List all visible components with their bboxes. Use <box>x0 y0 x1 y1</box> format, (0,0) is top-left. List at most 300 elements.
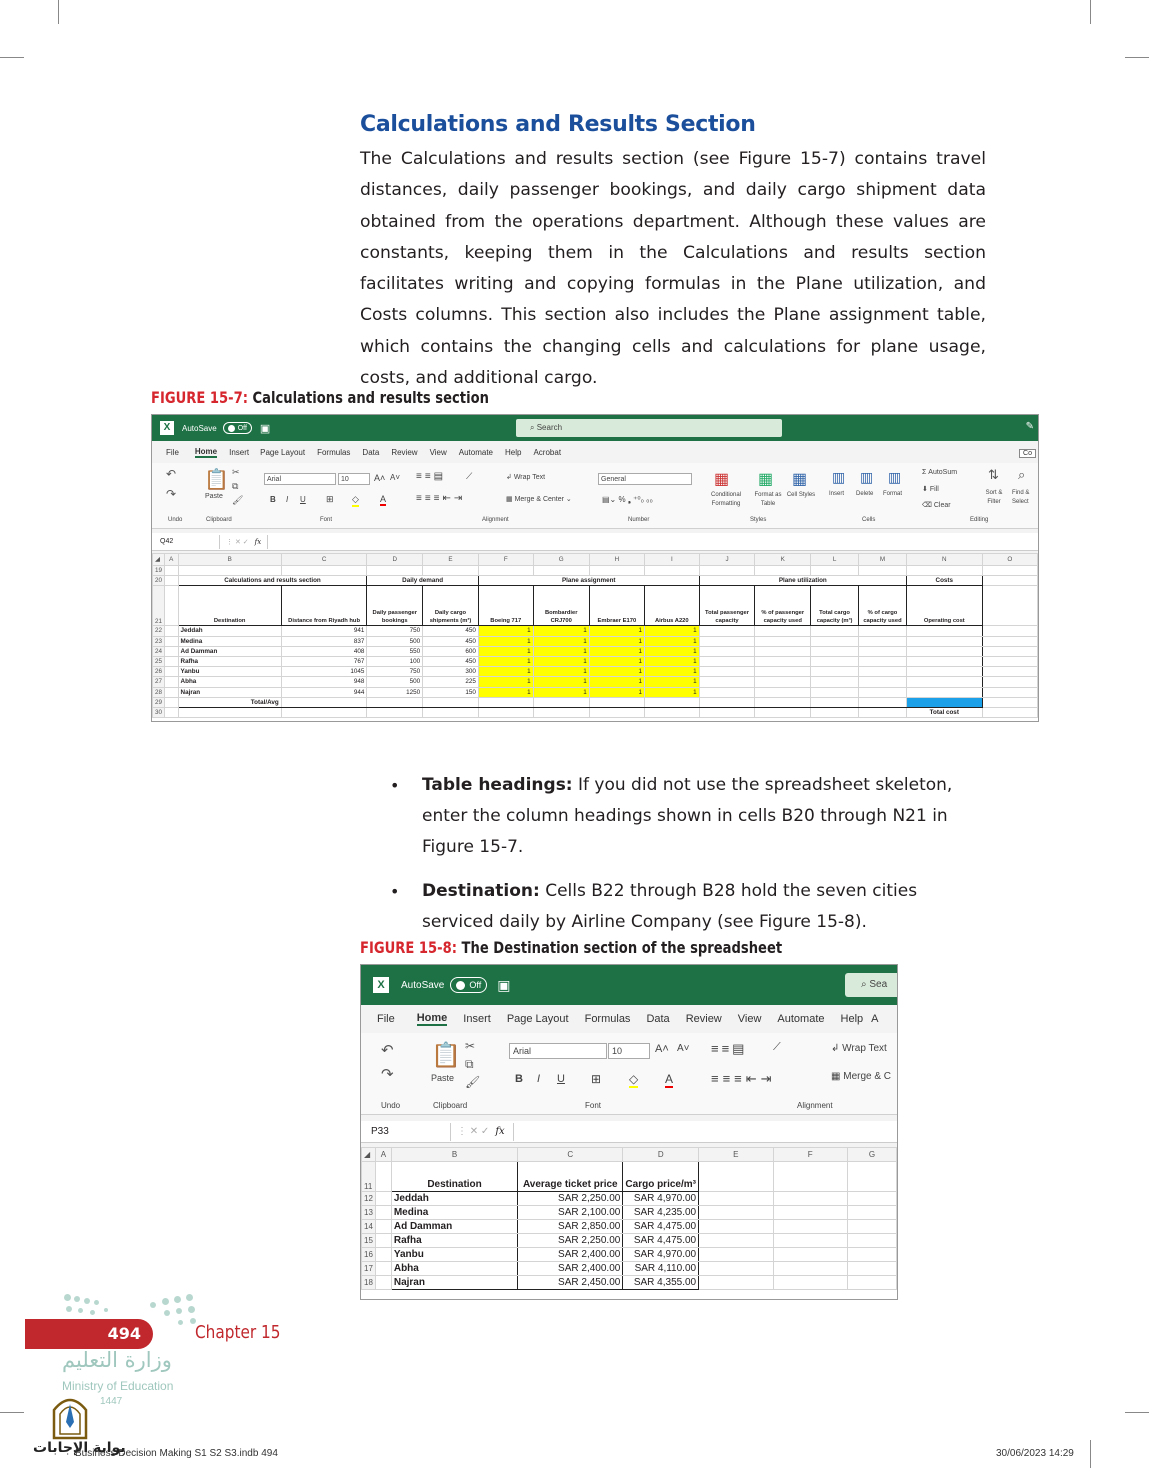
cancel-confirm-icons[interactable]: ⋮ ✕ ✓ <box>226 538 249 546</box>
total-cost-label[interactable]: Total cost <box>906 707 982 717</box>
format-label[interactable]: Format <box>883 491 903 497</box>
assignment-cell[interactable]: 1 <box>589 677 644 687</box>
cargo-cell[interactable]: 225 <box>423 677 479 687</box>
cell[interactable] <box>699 1162 773 1192</box>
column-title[interactable]: Embraer E170 <box>589 586 644 626</box>
total-cell[interactable] <box>589 697 644 707</box>
utilization-cell[interactable] <box>811 646 859 656</box>
cell[interactable] <box>165 656 179 666</box>
column-letter[interactable]: G <box>847 1148 896 1162</box>
cell[interactable] <box>375 1220 391 1234</box>
assignment-cell[interactable]: 1 <box>533 687 589 697</box>
cell[interactable] <box>699 1192 773 1206</box>
cell[interactable] <box>982 626 1037 636</box>
row-number[interactable]: 12 <box>362 1192 376 1206</box>
column-letter[interactable]: I <box>644 554 699 566</box>
total-cell[interactable] <box>699 697 755 707</box>
cell[interactable] <box>375 1192 391 1206</box>
total-cell[interactable] <box>755 697 811 707</box>
row-number[interactable]: 18 <box>362 1276 376 1290</box>
cargo-price-cell[interactable]: SAR 4,475.00 <box>623 1234 699 1248</box>
tab-view[interactable]: View <box>429 447 447 457</box>
column-letter[interactable]: D <box>367 554 423 566</box>
column-title[interactable]: Bombardier CRJ700 <box>533 586 589 626</box>
utilization-cell[interactable] <box>811 687 859 697</box>
font-name-select[interactable]: Arial <box>509 1043 607 1059</box>
cell[interactable] <box>773 1192 847 1206</box>
autosum-button[interactable] <box>922 469 957 476</box>
cell[interactable] <box>847 1234 896 1248</box>
ticket-price-cell[interactable]: SAR 2,400.00 <box>518 1248 623 1262</box>
row-number[interactable]: 16 <box>362 1248 376 1262</box>
cell[interactable] <box>533 566 589 576</box>
ticket-price-cell[interactable]: SAR 2,450.00 <box>518 1276 623 1290</box>
distance-cell[interactable]: 408 <box>281 646 367 656</box>
row-number[interactable]: 15 <box>362 1234 376 1248</box>
format-as-table-icon[interactable]: ▦ <box>758 471 774 488</box>
tab-review[interactable]: Review <box>685 1013 722 1025</box>
column-title[interactable]: Airbus A220 <box>644 586 699 626</box>
column-title[interactable]: Destination <box>391 1162 517 1192</box>
cell[interactable] <box>859 566 907 576</box>
cancel-confirm-icons[interactable]: ⋮ ✕ ✓ <box>457 1126 490 1137</box>
cell[interactable] <box>773 1220 847 1234</box>
assignment-cell[interactable]: 1 <box>589 656 644 666</box>
destination-cell[interactable]: Ad Damman <box>391 1220 517 1234</box>
tab-formulas[interactable]: Formulas <box>584 1013 631 1025</box>
destination-cell[interactable]: Medina <box>178 636 281 646</box>
cell[interactable] <box>165 646 179 656</box>
tab-acrobat[interactable]: Acrobat <box>533 447 562 457</box>
paste-icon[interactable]: 📋 <box>431 1042 461 1069</box>
tab-insert[interactable]: Insert <box>463 1013 491 1025</box>
assignment-cell[interactable]: 1 <box>589 626 644 636</box>
cell[interactable] <box>982 677 1037 687</box>
tab-help[interactable]: Help <box>840 1013 864 1025</box>
cell[interactable] <box>281 566 367 576</box>
utilization-cell[interactable] <box>699 646 755 656</box>
column-title[interactable]: Daily passenger bookings <box>367 586 423 626</box>
tab-insert[interactable]: Insert <box>229 447 250 457</box>
undo-icon[interactable]: ↶ <box>381 1042 394 1059</box>
font-size-select[interactable]: 10 <box>338 473 370 485</box>
assignment-cell[interactable]: 1 <box>589 667 644 677</box>
select-all-corner[interactable]: ◢ <box>362 1148 376 1162</box>
total-cell[interactable] <box>281 697 367 707</box>
cell[interactable] <box>178 566 281 576</box>
tab-home[interactable]: Home <box>194 446 218 456</box>
cut-icon[interactable]: ✂ <box>465 1039 476 1053</box>
comments-button[interactable]: Co <box>1019 449 1036 458</box>
passenger-cell[interactable]: 750 <box>367 667 423 677</box>
utilization-cell[interactable] <box>906 626 982 636</box>
assignment-cell[interactable]: 1 <box>589 646 644 656</box>
cell[interactable] <box>847 1162 896 1192</box>
assignment-cell[interactable]: 1 <box>644 677 699 687</box>
passenger-cell[interactable]: 100 <box>367 656 423 666</box>
cargo-price-cell[interactable]: SAR 4,970.00 <box>623 1192 699 1206</box>
format-cells-icon[interactable]: ▥ <box>888 469 902 485</box>
cell[interactable] <box>165 586 179 626</box>
decrease-font-icon[interactable]: A˅ <box>390 473 401 482</box>
cell[interactable] <box>165 707 179 717</box>
cell[interactable] <box>165 697 179 707</box>
utilization-cell[interactable] <box>859 656 907 666</box>
cargo-price-cell[interactable]: SAR 4,235.00 <box>623 1206 699 1220</box>
paste-label[interactable]: Paste <box>205 493 223 500</box>
save-icon[interactable]: ▣ <box>259 422 271 435</box>
assignment-cell[interactable]: 1 <box>478 636 533 646</box>
utilization-cell[interactable] <box>699 667 755 677</box>
assignment-cell[interactable]: 1 <box>478 687 533 697</box>
cell[interactable] <box>982 586 1037 626</box>
daily-demand-header[interactable]: Daily demand <box>367 576 478 586</box>
tab-home[interactable]: Home <box>416 1012 448 1024</box>
row-number[interactable]: 21 <box>153 586 165 626</box>
column-letter[interactable]: C <box>518 1148 623 1162</box>
cell[interactable] <box>982 646 1037 656</box>
fill-button[interactable] <box>922 485 939 493</box>
cargo-price-cell[interactable]: SAR 4,355.00 <box>623 1276 699 1290</box>
tab-page-layout[interactable]: Page Layout <box>506 1013 569 1025</box>
utilization-cell[interactable] <box>755 667 811 677</box>
column-letter[interactable]: E <box>699 1148 773 1162</box>
assignment-cell[interactable]: 1 <box>589 636 644 646</box>
formula-input[interactable] <box>513 1123 897 1141</box>
cell[interactable] <box>165 667 179 677</box>
orientation-icon[interactable]: ⟋ <box>773 1041 781 1053</box>
column-title[interactable]: Cargo price/m³ <box>623 1162 699 1192</box>
cell[interactable] <box>755 707 811 717</box>
column-title[interactable]: Operating cost <box>906 586 982 626</box>
save-icon[interactable]: ▣ <box>497 976 511 993</box>
row-number[interactable]: 19 <box>153 566 165 576</box>
column-title[interactable]: Average ticket price <box>518 1162 623 1192</box>
destination-cell[interactable]: Ad Damman <box>178 646 281 656</box>
cell[interactable] <box>644 566 699 576</box>
delete-label[interactable]: Delete <box>856 491 874 497</box>
cell[interactable] <box>699 566 755 576</box>
plane-assignment-header[interactable]: Plane assignment <box>478 576 699 586</box>
align-top-icons[interactable]: ≡≡▤ <box>416 471 447 482</box>
insert-cells-icon[interactable]: ▥ <box>832 469 846 485</box>
sort-filter-label[interactable]: Sort & Filter <box>985 490 1003 505</box>
assignment-cell[interactable]: 1 <box>644 656 699 666</box>
ticket-price-cell[interactable]: SAR 2,400.00 <box>518 1262 623 1276</box>
row-number[interactable]: 20 <box>153 576 165 586</box>
column-letter[interactable]: M <box>859 554 907 566</box>
cell[interactable] <box>906 566 982 576</box>
total-cell[interactable] <box>533 697 589 707</box>
distance-cell[interactable]: 767 <box>281 656 367 666</box>
utilization-cell[interactable] <box>859 646 907 656</box>
utilization-cell[interactable] <box>811 656 859 666</box>
passenger-cell[interactable]: 550 <box>367 646 423 656</box>
decrease-font-icon[interactable]: A˅ <box>677 1043 690 1054</box>
insert-label[interactable]: Insert <box>829 491 845 497</box>
destination-cell[interactable]: Rafha <box>391 1234 517 1248</box>
cargo-price-cell[interactable]: SAR 4,475.00 <box>623 1220 699 1234</box>
fx-icon[interactable]: fx <box>254 537 262 546</box>
row-number[interactable]: 14 <box>362 1220 376 1234</box>
destination-cell[interactable]: Najran <box>178 687 281 697</box>
tab-data[interactable]: Data <box>646 1013 670 1025</box>
total-cell[interactable] <box>423 697 479 707</box>
cell[interactable] <box>478 566 533 576</box>
cell[interactable] <box>375 1162 391 1192</box>
row-number[interactable]: 27 <box>153 677 165 687</box>
utilization-cell[interactable] <box>906 667 982 677</box>
cargo-cell[interactable]: 450 <box>423 626 479 636</box>
tab-automate[interactable]: Automate <box>777 1013 825 1025</box>
merge-center-button[interactable]: ▦ Merge & Center ⌄ <box>506 496 572 503</box>
assignment-cell[interactable]: 1 <box>644 667 699 677</box>
cell[interactable] <box>165 677 179 687</box>
assignment-cell[interactable]: 1 <box>478 646 533 656</box>
ticket-price-cell[interactable]: SAR 2,250.00 <box>518 1192 623 1206</box>
cell[interactable] <box>699 1220 773 1234</box>
align-horizontal-icons[interactable]: ≡≡≡⇤⇥ <box>416 493 466 504</box>
bold-icon[interactable]: B <box>515 1073 523 1085</box>
column-title[interactable]: % of cargo capacity used <box>859 586 907 626</box>
cargo-price-cell[interactable]: SAR 4,110.00 <box>623 1262 699 1276</box>
assignment-cell[interactable]: 1 <box>478 677 533 687</box>
assignment-cell[interactable]: 1 <box>478 656 533 666</box>
cell[interactable] <box>847 1248 896 1262</box>
row-number[interactable]: 24 <box>153 646 165 656</box>
utilization-cell[interactable] <box>699 677 755 687</box>
utilization-cell[interactable] <box>811 636 859 646</box>
tab-page-layout[interactable]: Page Layout <box>260 447 306 457</box>
destination-cell[interactable]: Jeddah <box>178 626 281 636</box>
pen-icon[interactable]: ✎ <box>1025 421 1034 432</box>
fill-color-icon[interactable]: ◇ <box>352 494 359 507</box>
cell[interactable] <box>281 707 367 717</box>
cell[interactable] <box>811 707 859 717</box>
ticket-price-cell[interactable]: SAR 2,100.00 <box>518 1206 623 1220</box>
utilization-cell[interactable] <box>859 687 907 697</box>
column-title[interactable]: Total cargo capacity (m³) <box>811 586 859 626</box>
utilization-cell[interactable] <box>755 687 811 697</box>
cargo-cell[interactable]: 600 <box>423 646 479 656</box>
cargo-cell[interactable]: 450 <box>423 636 479 646</box>
autosave-toggle[interactable] <box>450 977 487 993</box>
cell[interactable] <box>699 1262 773 1276</box>
fill-color-icon[interactable]: ◇ <box>629 1072 639 1086</box>
worksheet-grid[interactable] <box>152 553 1038 722</box>
cell[interactable] <box>982 687 1037 697</box>
font-name-select[interactable]: Arial <box>264 473 336 485</box>
underline-icon[interactable]: U <box>300 495 306 504</box>
destination-cell[interactable]: Jeddah <box>391 1192 517 1206</box>
column-letter[interactable]: L <box>811 554 859 566</box>
cell-styles-label[interactable]: Cell Styles <box>786 492 816 498</box>
cell[interactable] <box>375 1248 391 1262</box>
cell[interactable] <box>375 1234 391 1248</box>
passenger-cell[interactable]: 500 <box>367 636 423 646</box>
copy-icon[interactable]: ⧉ <box>232 481 239 491</box>
column-title[interactable]: Daily cargo shipments (m³) <box>423 586 479 626</box>
align-top-icons[interactable]: ≡≡▤ <box>711 1041 748 1056</box>
column-letter[interactable]: E <box>423 554 479 566</box>
cell[interactable] <box>773 1262 847 1276</box>
tab-file[interactable]: File <box>166 447 179 457</box>
search-box[interactable] <box>516 419 782 437</box>
tab-formulas[interactable]: Formulas <box>317 447 351 457</box>
increase-font-icon[interactable]: A˄ <box>655 1043 669 1055</box>
cell[interactable] <box>589 707 644 717</box>
font-color-icon[interactable]: A <box>665 1072 674 1086</box>
cut-icon[interactable]: ✂ <box>232 467 240 477</box>
cell[interactable] <box>533 707 589 717</box>
format-painter-icon[interactable]: 🖌 <box>232 495 244 505</box>
destination-cell[interactable]: Abha <box>178 677 281 687</box>
column-letter[interactable]: A <box>165 554 179 566</box>
wrap-text-button[interactable] <box>831 1043 887 1054</box>
column-letter[interactable]: A <box>375 1148 391 1162</box>
tab-help[interactable]: Help <box>505 447 522 457</box>
column-letter[interactable]: C <box>281 554 367 566</box>
utilization-cell[interactable] <box>906 636 982 646</box>
column-letter[interactable]: D <box>623 1148 699 1162</box>
orientation-icon[interactable]: ⟋ <box>466 471 473 481</box>
clear-button[interactable] <box>922 501 951 509</box>
cell[interactable] <box>982 697 1037 707</box>
assignment-cell[interactable]: 1 <box>644 626 699 636</box>
italic-icon[interactable]: I <box>286 495 289 504</box>
assignment-cell[interactable]: 1 <box>533 656 589 666</box>
paste-icon[interactable]: 📋 <box>204 469 229 491</box>
cell[interactable] <box>847 1276 896 1290</box>
cell[interactable] <box>165 576 179 586</box>
redo-icon[interactable]: ↷ <box>381 1066 394 1083</box>
total-avg-label[interactable]: Total/Avg <box>178 697 281 707</box>
assignment-cell[interactable]: 1 <box>478 626 533 636</box>
utilization-cell[interactable] <box>755 646 811 656</box>
sort-filter-icon[interactable]: ⇅ <box>988 467 999 482</box>
total-cell[interactable] <box>859 697 907 707</box>
name-box[interactable]: P33 <box>361 1123 451 1141</box>
utilization-cell[interactable] <box>859 626 907 636</box>
row-number[interactable]: 25 <box>153 656 165 666</box>
cell[interactable] <box>644 707 699 717</box>
number-format-icons[interactable]: ▤⌄ % ❟ ⁺⁰₀ ₀₀ <box>602 495 653 504</box>
cell[interactable] <box>699 1206 773 1220</box>
cell[interactable] <box>773 1234 847 1248</box>
utilization-cell[interactable] <box>811 667 859 677</box>
total-cell[interactable] <box>644 697 699 707</box>
cell[interactable] <box>375 1276 391 1290</box>
font-size-select[interactable]: 10 <box>608 1043 650 1059</box>
column-letter[interactable]: K <box>755 554 811 566</box>
row-number[interactable]: 23 <box>153 636 165 646</box>
column-letter[interactable]: N <box>906 554 982 566</box>
assignment-cell[interactable]: 1 <box>644 687 699 697</box>
row-number[interactable]: 22 <box>153 626 165 636</box>
cargo-cell[interactable]: 150 <box>423 687 479 697</box>
utilization-cell[interactable] <box>859 636 907 646</box>
assignment-cell[interactable]: 1 <box>589 687 644 697</box>
row-number[interactable]: 28 <box>153 687 165 697</box>
conditional-formatting-label[interactable]: Conditional Formatting <box>710 492 742 507</box>
cell[interactable] <box>847 1220 896 1234</box>
distance-cell[interactable]: 944 <box>281 687 367 697</box>
column-title[interactable]: Distance from Riyadh hub <box>281 586 367 626</box>
destination-cell[interactable]: Yanbu <box>178 667 281 677</box>
distance-cell[interactable]: 941 <box>281 626 367 636</box>
name-box[interactable]: Q42 <box>152 535 220 549</box>
ticket-price-cell[interactable]: SAR 2,250.00 <box>518 1234 623 1248</box>
assignment-cell[interactable]: 1 <box>533 626 589 636</box>
tab-view[interactable]: View <box>737 1013 762 1025</box>
cell[interactable] <box>375 1262 391 1276</box>
italic-icon[interactable]: I <box>537 1073 541 1085</box>
costs-header[interactable]: Costs <box>906 576 982 586</box>
destination-cell[interactable]: Abha <box>391 1262 517 1276</box>
passenger-cell[interactable]: 1250 <box>367 687 423 697</box>
cell[interactable] <box>982 707 1037 717</box>
merge-button[interactable] <box>831 1071 891 1082</box>
column-title[interactable]: Total passenger capacity <box>699 586 755 626</box>
copy-icon[interactable]: ⧉ <box>465 1057 474 1071</box>
tab-review[interactable]: Review <box>391 447 418 457</box>
column-title[interactable]: % of passenger capacity used <box>755 586 811 626</box>
cell[interactable] <box>423 707 479 717</box>
cell[interactable] <box>699 707 755 717</box>
column-letter[interactable]: F <box>773 1148 847 1162</box>
find-icon[interactable]: ⌕ <box>1018 467 1026 482</box>
utilization-cell[interactable] <box>755 626 811 636</box>
utilization-cell[interactable] <box>699 636 755 646</box>
utilization-cell[interactable] <box>811 626 859 636</box>
cell[interactable] <box>375 1206 391 1220</box>
cell[interactable] <box>982 656 1037 666</box>
row-number[interactable]: 17 <box>362 1262 376 1276</box>
row-number[interactable]: 30 <box>153 707 165 717</box>
utilization-cell[interactable] <box>755 656 811 666</box>
utilization-cell[interactable] <box>811 677 859 687</box>
cell[interactable] <box>982 576 1037 586</box>
assignment-cell[interactable]: 1 <box>533 667 589 677</box>
font-color-icon[interactable]: A <box>380 494 387 504</box>
cell[interactable] <box>165 636 179 646</box>
utilization-cell[interactable] <box>699 626 755 636</box>
assignment-cell[interactable]: 1 <box>478 667 533 677</box>
destination-cell[interactable]: Medina <box>391 1206 517 1220</box>
row-number[interactable]: 13 <box>362 1206 376 1220</box>
destination-cell[interactable]: Yanbu <box>391 1248 517 1262</box>
cell[interactable] <box>699 1276 773 1290</box>
worksheet-grid[interactable] <box>361 1147 897 1299</box>
cell[interactable] <box>699 1234 773 1248</box>
assignment-cell[interactable]: 1 <box>533 677 589 687</box>
assignment-cell[interactable]: 1 <box>644 636 699 646</box>
destination-cell[interactable]: Najran <box>391 1276 517 1290</box>
cell[interactable] <box>847 1262 896 1276</box>
distance-cell[interactable]: 1045 <box>281 667 367 677</box>
cell[interactable] <box>982 566 1037 576</box>
passenger-cell[interactable]: 750 <box>367 626 423 636</box>
utilization-cell[interactable] <box>906 656 982 666</box>
calc-results-header[interactable]: Calculations and results section <box>178 576 367 586</box>
column-letter[interactable]: G <box>533 554 589 566</box>
distance-cell[interactable]: 837 <box>281 636 367 646</box>
cell[interactable] <box>811 566 859 576</box>
cell[interactable] <box>982 667 1037 677</box>
redo-icon[interactable]: ↷ <box>166 487 177 501</box>
column-letter[interactable]: F <box>478 554 533 566</box>
paste-label[interactable]: Paste <box>431 1073 455 1083</box>
